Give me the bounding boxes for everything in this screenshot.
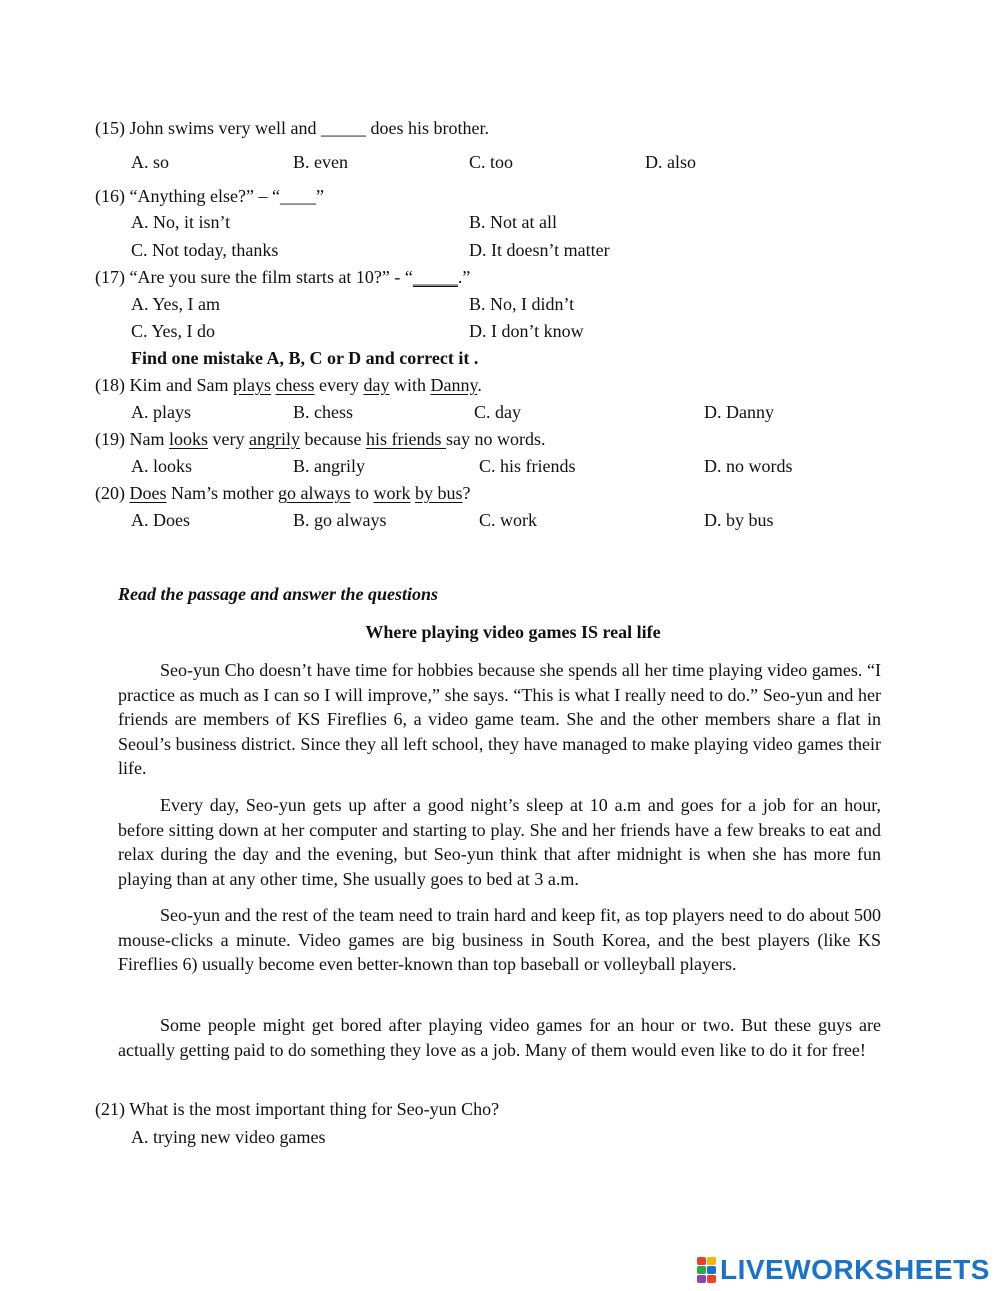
option-b[interactable]: B. chess bbox=[293, 402, 353, 422]
option-a[interactable]: A. Yes, I am bbox=[131, 294, 221, 314]
option-a[interactable]: A. looks bbox=[131, 456, 193, 476]
question-number: (19) bbox=[95, 429, 125, 449]
underlined-d: by bus bbox=[414, 483, 463, 503]
question-text: John swims very well and bbox=[129, 118, 321, 138]
underlined-a: Does bbox=[129, 483, 167, 503]
option-a[interactable]: A. No, it isn’t bbox=[131, 212, 231, 232]
question-text: .” bbox=[457, 267, 471, 287]
option-d[interactable]: D. It doesn’t matter bbox=[469, 240, 610, 260]
underlined-d: Danny bbox=[430, 375, 478, 395]
question-text: does his brother. bbox=[365, 118, 489, 138]
reading-instruction: Read the passage and answer the questions bbox=[118, 584, 439, 604]
logo-text: LIVEWORKSHEETS bbox=[720, 1254, 990, 1285]
option-d[interactable]: D. no words bbox=[704, 456, 793, 476]
underlined-b: go always bbox=[277, 483, 351, 503]
question-19 bbox=[95, 429, 545, 450]
passage-paragraph-1: Seo-yun Cho doesn’t have time for hobbies because she spends all her time playing video games. “I practice as much as I can so I will improve,” she says. “This is what I really need to do.” Seo-yun and her friends are members of KS Fireflies 6, a video game team. She and the other members share a flat in Seoul’s business district. Since they all left school, they have managed to make playing video games their life. bbox=[118, 660, 881, 778]
question-text: What is the most important thing for Seo-yun Cho? bbox=[129, 1099, 500, 1119]
question-number: (21) bbox=[95, 1099, 125, 1119]
underlined-c: his friends bbox=[365, 429, 446, 449]
option-b[interactable]: B. angrily bbox=[293, 456, 365, 476]
sentence-text: Nam’s mother bbox=[166, 483, 278, 503]
question-number: (16) bbox=[95, 186, 125, 206]
option-b[interactable]: B. No, I didn’t bbox=[469, 294, 575, 314]
passage-paragraph-4: Some people might get bored after playing video games for an hour or two. But these guys are actually getting paid to do something they love as a job. Many of them would even like to do it for free! bbox=[118, 1015, 881, 1060]
liveworksheets-logo bbox=[697, 1255, 990, 1285]
passage-paragraph-2: Every day, Seo-yun gets up after a good night’s sleep at 10 a.m and goes for a job for an hour, before sitting down at her computer and starting to play. She and her friends have a few breaks to eat and relax during the day and the evening, but Seo-yun think that after midnight is when she has more fun playing than at any other time, She usually goes to bed at 3 a.m. bbox=[118, 795, 881, 889]
question-21 bbox=[95, 1099, 499, 1120]
sentence-text: Nam bbox=[129, 429, 169, 449]
question-text: “Anything else?” – “____” bbox=[129, 186, 324, 206]
underlined-c: day bbox=[363, 375, 390, 395]
question-number: (17) bbox=[95, 267, 125, 287]
sentence-text: ? bbox=[462, 483, 471, 503]
underlined-c: work bbox=[373, 483, 411, 503]
sentence-text: say no words. bbox=[445, 429, 546, 449]
option-a[interactable]: A. Does bbox=[131, 510, 190, 530]
sentence-text: to bbox=[350, 483, 374, 503]
sentence-text: . bbox=[477, 375, 482, 395]
question-number: (15) bbox=[95, 118, 125, 138]
sentence-text: very bbox=[208, 429, 249, 449]
option-a[interactable]: A. trying new video games bbox=[131, 1127, 326, 1147]
option-c[interactable]: C. day bbox=[474, 402, 521, 422]
underlined-b: angrily bbox=[249, 429, 300, 449]
passage-paragraph-3: Seo-yun and the rest of the team need to train hard and keep fit, as top players need to do about 500 mouse-clicks a minute. Video games are big business in South Korea, and the best players (like KS Fireflies 6) usually become even better-known than top baseball or volleyball players. bbox=[118, 905, 881, 974]
option-c[interactable]: C. his friends bbox=[479, 456, 576, 476]
question-18 bbox=[95, 375, 482, 396]
sentence-text: Kim and Sam bbox=[129, 375, 233, 395]
sentence-text: because bbox=[300, 429, 366, 449]
option-b[interactable]: B. go always bbox=[293, 510, 387, 530]
option-d[interactable]: D. Danny bbox=[704, 402, 774, 422]
answer-blank[interactable]: _____ bbox=[320, 118, 366, 138]
option-c[interactable]: C. too bbox=[469, 152, 514, 172]
question-17 bbox=[95, 267, 470, 288]
option-c[interactable]: C. work bbox=[479, 510, 537, 530]
sentence-text: with bbox=[389, 375, 431, 395]
option-d[interactable]: D. also bbox=[645, 152, 696, 172]
option-a[interactable]: A. so bbox=[131, 152, 170, 172]
question-16 bbox=[95, 186, 324, 207]
option-a[interactable]: A. plays bbox=[131, 402, 191, 422]
option-d[interactable]: D. by bus bbox=[704, 510, 774, 530]
option-d[interactable]: D. I don’t know bbox=[469, 321, 584, 341]
question-number: (20) bbox=[95, 483, 125, 503]
option-b[interactable]: B. Not at all bbox=[469, 212, 557, 232]
underlined-b: chess bbox=[275, 375, 315, 395]
question-20 bbox=[95, 483, 471, 504]
logo-mark-icon bbox=[697, 1257, 716, 1283]
answer-blank[interactable]: _____ bbox=[412, 267, 458, 287]
question-15 bbox=[95, 118, 489, 139]
option-b[interactable]: B. even bbox=[293, 152, 348, 172]
option-c[interactable]: C. Yes, I do bbox=[131, 321, 216, 341]
passage-title: Where playing video games IS real life bbox=[365, 622, 661, 642]
sentence-text: every bbox=[314, 375, 364, 395]
question-text: “Are you sure the film starts at 10?” - “ bbox=[125, 267, 413, 287]
underlined-a: plays bbox=[233, 375, 271, 395]
question-number: (18) bbox=[95, 375, 125, 395]
option-c[interactable]: C. Not today, thanks bbox=[131, 240, 279, 260]
underlined-a: looks bbox=[169, 429, 209, 449]
section-heading-mistake: Find one mistake A, B, C or D and correct it . bbox=[131, 348, 479, 368]
